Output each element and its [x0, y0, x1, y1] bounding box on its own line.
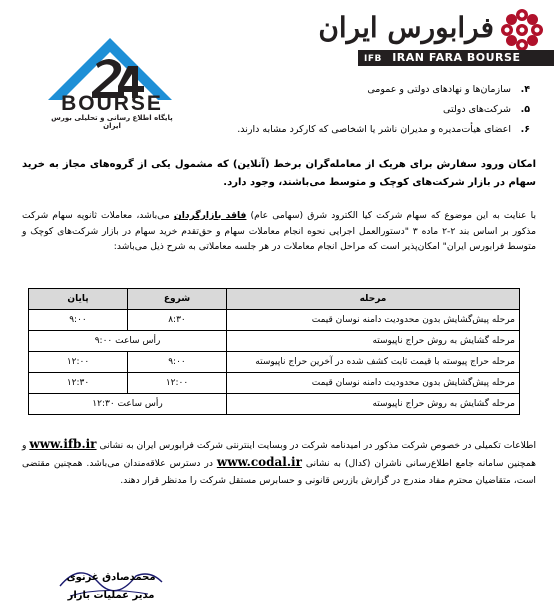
table-row	[29, 373, 520, 394]
table-row	[29, 394, 520, 415]
table-row	[29, 352, 520, 373]
table-row	[29, 331, 520, 352]
ifb-english-bar	[358, 50, 554, 66]
cell-start: ۱۲:۰۰	[128, 373, 227, 394]
body-text: با عنایت به این موضوع که سهام شرکت کیا الکترود شرق (سهامی عام)	[250, 210, 536, 221]
headline: امکان ورود سفارش برای هریک از معامله‌گران برخط (آنلاین) که مشمول یکی از گروه‌های مجاز به خرید سهام در بازار شرکت‌های کوچک و متوسط می‌باشند، وجود دارد.	[22, 159, 536, 188]
list-number: ۴.	[520, 84, 530, 95]
bourse-wordmark: BOURSE	[61, 92, 163, 115]
cell-stage: مرحله حراج پیوسته با قیمت ثابت کشف شده در آخرین حراج ناپیوسته	[227, 352, 520, 373]
list-item	[170, 80, 530, 100]
cell-start: ۸:۳۰	[128, 310, 227, 331]
eligible-groups-list	[170, 80, 530, 140]
body-text: و همچنین سامانه جامع اطلاع‌رسانی ناشران (کدال) به نشانی	[22, 440, 536, 469]
trading-stages-table	[28, 288, 520, 415]
cell-stage: مرحله پیش‌گشایش بدون محدودیت دامنه نوسان قیمت	[227, 373, 520, 394]
list-item	[170, 120, 530, 140]
list-text: سازمان‌ها و نهادهای دولتی و عمومی	[367, 84, 511, 95]
header-stage: مرحله	[227, 289, 520, 310]
cell-end: ۱۲:۳۰	[29, 373, 128, 394]
bourse-subtitle: پایگاه اطلاع رسانی و تحلیلی بورس ایران	[51, 114, 173, 130]
body-paragraph-1	[22, 208, 536, 255]
header-end: پایان	[29, 289, 128, 310]
ifb-link[interactable]: www.ifb.ir	[29, 437, 97, 451]
cell-start: ۹:۰۰	[128, 352, 227, 373]
list-number: ۵.	[520, 104, 530, 115]
body-text: اطلاعات تکمیلی در خصوص شرکت مذکور در امیدنامه شرکت در وبسایت اینترنتی شرکت فرابورس ایران به نشانی	[99, 440, 537, 451]
ifb-english-name: IRAN FARA BOURSE	[392, 51, 521, 64]
cell-merged-time: رأس ساعت ۱۲:۳۰	[29, 394, 227, 415]
list-text: اعضای هیأت‌مدیره و مدیران ناشر یا اشخاصی که کارکرد مشابه دارند.	[237, 124, 511, 135]
table-row	[29, 310, 520, 331]
signatory-title: مدیر عملیات بازار	[67, 590, 155, 601]
list-item	[170, 100, 530, 120]
cell-end: ۱۲:۰۰	[29, 352, 128, 373]
codal-link[interactable]: www.codal.ir	[216, 455, 302, 469]
cell-stage: مرحله گشایش به روش حراج ناپیوسته	[227, 331, 520, 352]
signatory-name: محمدصادق غزنوی	[66, 572, 156, 583]
table-header-row	[29, 289, 520, 310]
cell-stage: مرحله گشایش به روش حراج ناپیوسته	[227, 394, 520, 415]
cell-stage: مرحله پیش‌گشایش بدون محدودیت دامنه نوسان قیمت	[227, 310, 520, 331]
body-text: در دسترس علاقه‌مندان می‌باشد. همچنین مقتضی است، متقاضیان محترم مفاد مندرج در گزارش بازرس قانونی و حسابرس مستقل شرکت را مدنظر قرار دهند.	[22, 458, 536, 486]
list-text: شرکت‌های دولتی	[443, 104, 511, 115]
list-number: ۶.	[520, 124, 530, 135]
ifb-title: فرابورس ایران	[318, 11, 494, 44]
body-paragraph-2	[22, 436, 536, 489]
body-text: می‌باشد، معاملات ثانویه سهام شرکت مذکور بر اساس بند ۲-۲ ماده ۳ "دستورالعمل اجرایی نحوه انجام معاملات سهام و حق‌تقدم خرید سهام در بازار شرکت‌های کوچک و متوسط فرابورس ایران" امکان‌پذیر است که مراحل انجام معاملات در هر جلسه معاملاتی به شرح ذیل می‌باشد:	[22, 210, 536, 252]
no-market-maker: فاقد بازارگردان	[173, 210, 247, 221]
ifb-tag: IFB	[364, 54, 382, 64]
ifb-rosette-logo	[496, 4, 548, 56]
cell-end: ۹:۰۰	[29, 310, 128, 331]
cell-merged-time: رأس ساعت ۹:۰۰	[29, 331, 227, 352]
header-start: شروع	[128, 289, 227, 310]
